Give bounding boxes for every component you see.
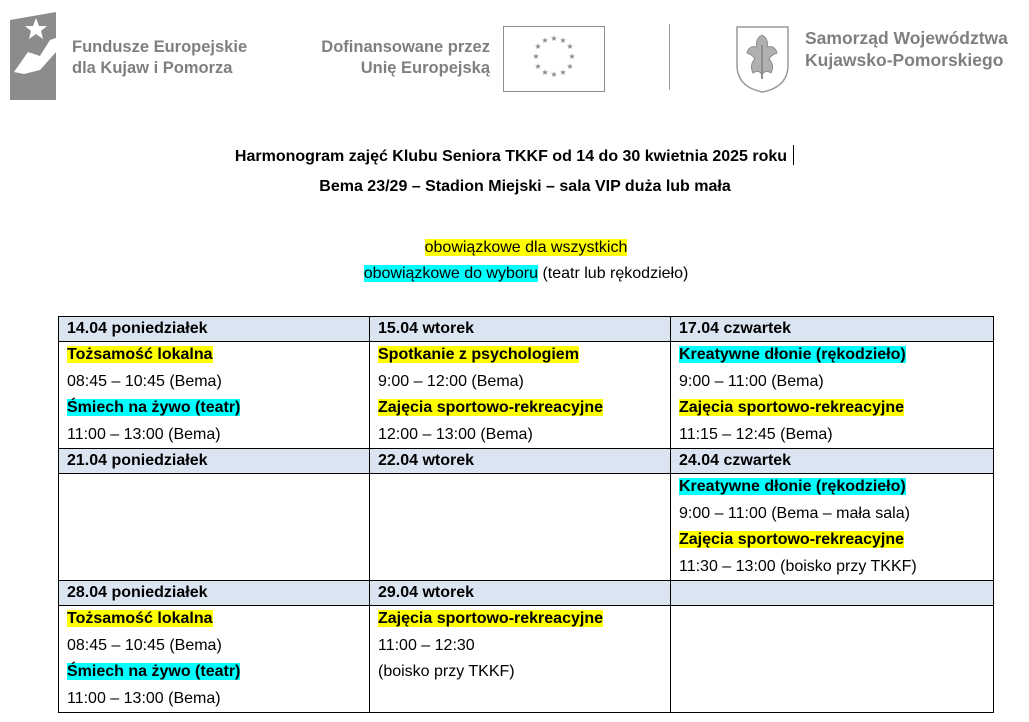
activity-name: Zajęcia sportowo-rekreacyjne xyxy=(378,610,603,627)
header-divider xyxy=(669,24,670,90)
activity-name: Kreatywne dłonie (rękodzieło) xyxy=(679,478,906,495)
svg-text:★: ★ xyxy=(541,68,549,77)
activity-name: Zajęcia sportowo-rekreacyjne xyxy=(679,399,904,416)
day-cell: 14.04 poniedziałek xyxy=(59,317,370,342)
activity-cell xyxy=(370,606,671,713)
schedule-table xyxy=(58,316,994,713)
region-crest-icon xyxy=(735,25,790,93)
activity-cell xyxy=(370,342,671,449)
day-cell: 22.04 wtorek xyxy=(370,449,671,474)
activity-name: Tożsamość lokalna xyxy=(67,346,213,363)
svg-text:★: ★ xyxy=(550,70,558,79)
svg-text:★: ★ xyxy=(566,42,574,51)
activity-time: 9:00 – 12:00 (Bema) xyxy=(378,372,524,390)
svg-text:★: ★ xyxy=(534,42,542,51)
activity-name: Spotkanie z psychologiem xyxy=(378,346,579,363)
table-activity-row xyxy=(59,606,994,713)
activity-cell xyxy=(671,342,994,449)
activity-time: 11:00 – 13:00 (Bema) xyxy=(67,425,221,443)
day-cell: 21.04 poniedziałek xyxy=(59,449,370,474)
activity-time: 11:00 – 13:00 (Bema) xyxy=(67,689,221,707)
eu-cofinanced-text: Dofinansowane przez Unię Europejską xyxy=(321,38,490,77)
legend-yellow-label: obowiązkowe dla wszystkich xyxy=(424,239,628,256)
svg-text:★: ★ xyxy=(534,62,542,71)
activity-cell-empty xyxy=(59,474,370,581)
legend-choice-note: (teatr lub rękodzieło) xyxy=(538,265,689,282)
svg-text:★: ★ xyxy=(550,34,558,43)
activity-location: (boisko przy TKKF) xyxy=(378,663,515,680)
activity-time: 08:45 – 10:45 (Bema) xyxy=(67,372,222,390)
legend-mandatory-all xyxy=(0,239,1029,257)
activity-name: Śmiech na żywo (teatr) xyxy=(67,663,241,680)
activity-time: 9:00 – 11:00 (Bema) xyxy=(679,372,824,390)
day-cell: 15.04 wtorek xyxy=(370,317,671,342)
activity-name: Kreatywne dłonie (rękodzieło) xyxy=(679,346,906,363)
activity-time: 08:45 – 10:45 (Bema) xyxy=(67,636,222,654)
activity-name: Śmiech na żywo (teatr) xyxy=(67,399,241,416)
table-day-row xyxy=(59,317,994,342)
activity-cell-empty xyxy=(370,474,671,581)
day-cell: 17.04 czwartek xyxy=(671,317,994,342)
table-day-row xyxy=(59,449,994,474)
activity-name: Zajęcia sportowo-rekreacyjne xyxy=(679,531,904,548)
svg-text:★: ★ xyxy=(559,36,567,45)
activity-time: 11:00 – 12:30 xyxy=(378,636,475,654)
activity-time: 9:00 – 11:00 (Bema – mała sala) xyxy=(679,504,910,522)
eu-flag-icon xyxy=(503,26,605,92)
activity-name: Zajęcia sportowo-rekreacyjne xyxy=(378,399,603,416)
svg-text:★: ★ xyxy=(532,52,540,61)
svg-text:★: ★ xyxy=(541,36,549,45)
fe-logo-icon xyxy=(10,12,56,100)
activity-time: 11:30 – 13:00 (boisko przy TKKF) xyxy=(679,557,917,575)
activity-time: 11:15 – 12:45 (Bema) xyxy=(679,425,833,443)
svg-text:★: ★ xyxy=(568,52,576,61)
day-cell-empty xyxy=(671,581,994,606)
activity-cell xyxy=(671,474,994,581)
svg-text:★: ★ xyxy=(559,68,567,77)
day-cell: 29.04 wtorek xyxy=(370,581,671,606)
table-activity-row xyxy=(59,474,994,581)
day-cell: 28.04 poniedziałek xyxy=(59,581,370,606)
activity-cell xyxy=(59,606,370,713)
activity-name: Tożsamość lokalna xyxy=(67,610,213,627)
activity-cell-empty xyxy=(671,606,994,713)
table-activity-row xyxy=(59,342,994,449)
activity-time: 12:00 – 13:00 (Bema) xyxy=(378,425,533,443)
activity-cell xyxy=(59,342,370,449)
legend-mandatory-choice xyxy=(0,265,1029,283)
page-subtitle: Bema 23/29 – Stadion Miejski – sala VIP duża lub mała xyxy=(319,178,731,195)
region-logo-text: Samorząd Województwa Kujawsko-Pomorskiego xyxy=(805,28,1008,70)
day-cell: 24.04 czwartek xyxy=(671,449,994,474)
table-day-row xyxy=(59,581,994,606)
svg-text:★: ★ xyxy=(566,62,574,71)
legend-cyan-label: obowiązkowe do wyboru xyxy=(363,265,539,282)
page-title: Harmonogram zajęć Klubu Seniora TKKF od 14 do 30 kwietnia 2025 roku xyxy=(0,145,1029,166)
text-cursor xyxy=(793,145,794,165)
fe-logo-text: Fundusze Europejskie dla Kujaw i Pomorza xyxy=(72,38,248,77)
